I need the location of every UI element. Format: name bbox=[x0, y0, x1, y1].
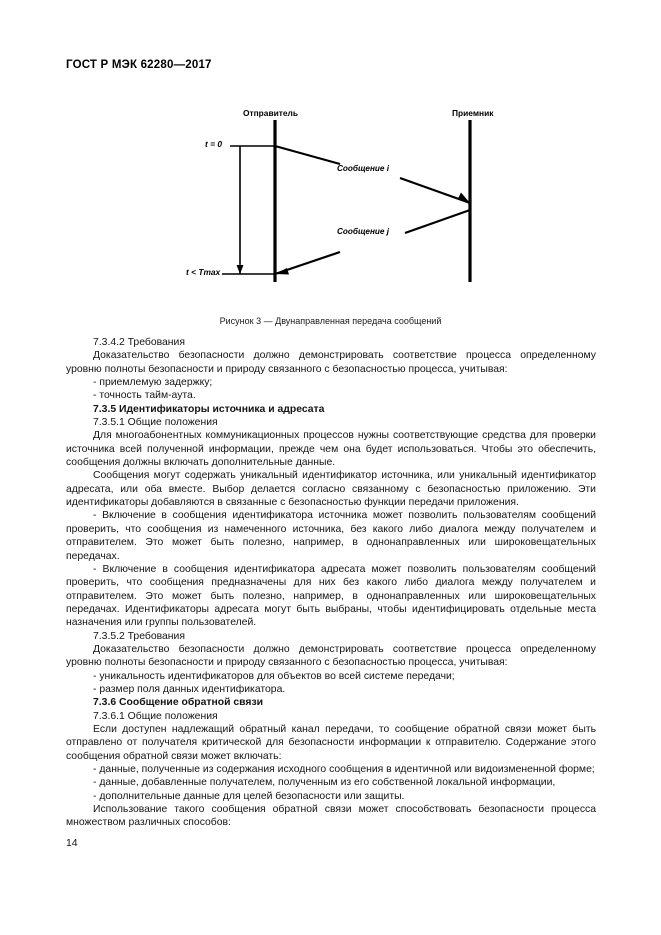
message-j-arrow-head bbox=[275, 268, 289, 275]
body-paragraph: - точность тайм-аута. bbox=[93, 390, 196, 402]
body-paragraph: Доказательство безопасности должно демонстрировать соответствие процесса определенному уровню полноты безопасности и природу связанного с безопасностью процесса, учитывая: bbox=[66, 643, 596, 669]
body-paragraph: 7.3.4.2 Требования bbox=[93, 337, 185, 348]
body-paragraph: - данные, полученные из содержания исходного сообщения в идентичной или видоизмененной форме; bbox=[93, 764, 595, 775]
message-j-segment-a bbox=[405, 210, 470, 233]
body-paragraph: - Включение в сообщения идентификатора адресата может позволить пользователям сообщений проверить, что сообщения предназначены для них без какого либо диалога между получателем и отправителем. Это может быть полезно, например, в однонаправленных или широковещательных передачах. Идентификаторы адресата могут быть выбраны, чтобы идентифицировать отдельные места назначения или группы пользователей. bbox=[66, 563, 596, 629]
message-i-segment-b bbox=[400, 178, 470, 203]
message-i-segment-a bbox=[275, 146, 340, 164]
body-paragraph: 7.3.6 Сообщение обратной связи bbox=[93, 697, 264, 709]
body-paragraph: Для многоабонентных коммуникационных процессов нужны соответствующие средства для проверки источника всей полученной информации, прежде чем она будет использоваться. Чтобы это обеспечить, сообщения должны включать дополнительные данные. bbox=[66, 430, 596, 469]
body-paragraph: - данные, добавленные получателем, полученным из его собственной локальной информации, bbox=[93, 777, 556, 789]
body-paragraph: - Включение в сообщения идентификатора источника может позволить пользователям сообщений проверить, что сообщения из намеченного источника, без какого либо диалога между получателем и отправителем. Это может быть полезно, например, в однонаправленных или широковещательных передачах. bbox=[66, 510, 596, 562]
page-number: 14 bbox=[66, 838, 78, 849]
timing-arrow-head bbox=[237, 265, 244, 274]
figure-time-end-label: t < Tmax bbox=[186, 267, 221, 277]
figure-receiver-label: Приемник bbox=[452, 108, 494, 118]
body-paragraph: Если доступен надлежащий обратный канал передачи, то сообщение обратной связи может быть отправлено от получателя критической для безопасности информации к отправителю. Содержание этого сообщения обратной связи может включать: bbox=[66, 723, 596, 762]
figure-message-j-label: Сообщение j bbox=[337, 227, 390, 236]
body-paragraph: Использование такого сообщения обратной связи может способствовать безопасности процесса множеством различных способов: bbox=[66, 804, 596, 829]
body-paragraph: - размер поля данных идентификатора. bbox=[93, 683, 286, 695]
body-paragraph: - дополнительные данные для целей безопасности или защиты. bbox=[93, 790, 405, 802]
page-header-standard-title: ГОСТ Р МЭК 62280—2017 bbox=[66, 59, 212, 71]
figure-3-caption: Рисунок 3 — Двунаправленная передача сообщений bbox=[219, 316, 442, 326]
body-paragraph: - приемлемую задержку; bbox=[93, 377, 213, 389]
body-paragraph: 7.3.5 Идентификаторы источника и адресата bbox=[93, 403, 325, 415]
figure-sender-label: Отправитель bbox=[243, 108, 298, 118]
body-paragraph: Сообщения могут содержать уникальный идентификатор источника, или уникальный идентификатор адресата, или оба вместе. Выбор делается согласно связанному с безопасностью приложению. Эти идентификаторы добавляются в связанные с безопасностью функции передачи приложения. bbox=[66, 470, 596, 509]
body-paragraph: 7.3.5.2 Требования bbox=[93, 630, 185, 642]
figure-time-start-label: t = 0 bbox=[205, 139, 222, 149]
body-paragraph: 7.3.6.1 Общие положения bbox=[93, 710, 218, 722]
body-paragraph: 7.3.5.1 Общие положения bbox=[93, 417, 218, 429]
figure-3-sequence-diagram bbox=[0, 100, 661, 300]
document-body bbox=[66, 336, 596, 830]
body-paragraph: - уникальность идентификаторов для объектов во всей системе передачи; bbox=[93, 670, 455, 682]
body-paragraph: Доказательство безопасности должно демонстрировать соответствие процесса определенному уровню полноты безопасности и природу связанного с безопасностью процесса, учитывая: bbox=[66, 350, 596, 375]
figure-message-i-label: Сообщение i bbox=[337, 164, 390, 173]
